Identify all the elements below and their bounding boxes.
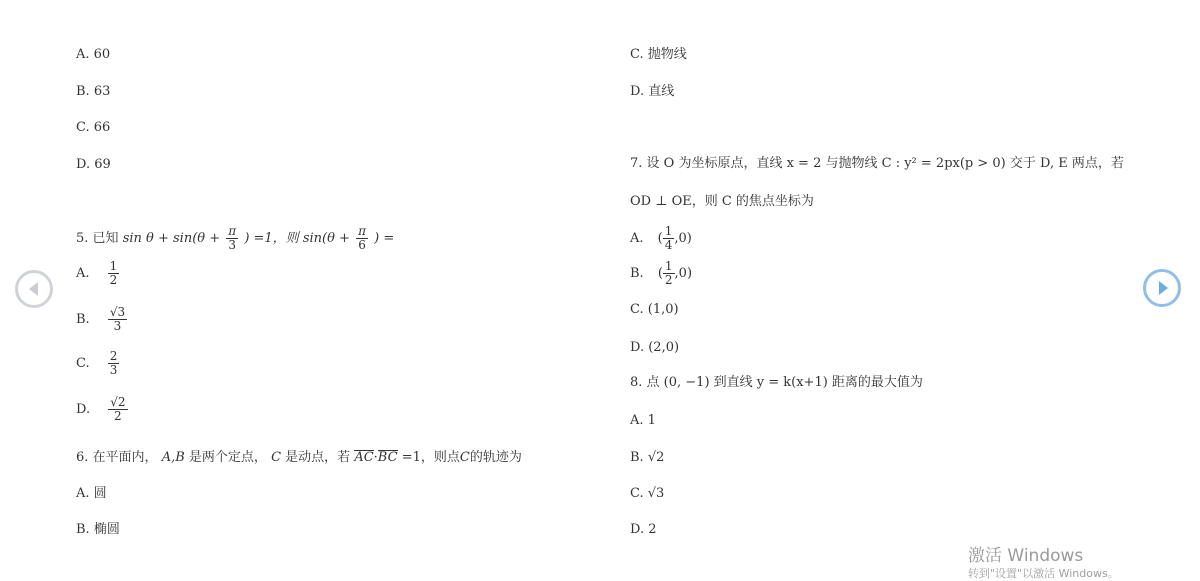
q7-stem-line2: OD ⊥ OE，则 C 的焦点坐标为 bbox=[630, 194, 814, 209]
frac-num: 1 bbox=[664, 259, 673, 273]
frac-den: 3 bbox=[113, 319, 122, 333]
q6-mid1: 是两个定点， bbox=[188, 450, 267, 465]
q6-option-a: A. 圆 bbox=[76, 486, 107, 501]
activate-windows-hint: 转到"设置"以激活 Windows。 bbox=[968, 567, 1119, 580]
q7-option-d: D. (2,0) bbox=[630, 340, 680, 355]
q6-dot: · bbox=[373, 450, 378, 465]
option-letter: B. bbox=[630, 266, 644, 281]
q5-frac-pi-3 bbox=[226, 225, 238, 252]
q4-option-c: C. 66 bbox=[76, 120, 111, 135]
q5-option-a bbox=[76, 260, 121, 287]
q6-mid3: =1，则点 bbox=[401, 450, 460, 465]
chevron-left-icon bbox=[18, 273, 50, 305]
option-post: ,0) bbox=[674, 231, 692, 246]
option-pre: ( bbox=[657, 266, 663, 281]
q5-frac-den: 6 bbox=[358, 238, 366, 252]
q6-suffix: 的轨迹为 bbox=[469, 450, 522, 465]
next-page-button[interactable] bbox=[1143, 269, 1181, 307]
option-letter: C. bbox=[76, 356, 90, 371]
frac-num: 1 bbox=[664, 224, 673, 238]
frac-den: 2 bbox=[109, 273, 118, 287]
frac-num: 2 bbox=[109, 349, 118, 363]
option-post: ,0) bbox=[674, 266, 693, 281]
frac-den: 2 bbox=[664, 273, 673, 287]
q8-option-a: A. 1 bbox=[630, 413, 656, 428]
option-letter: A. bbox=[630, 231, 644, 246]
option-letter: A. bbox=[76, 266, 90, 281]
q4-option-d: D. 69 bbox=[76, 157, 111, 172]
q5-expr1: sin θ + sin(θ + bbox=[122, 231, 221, 246]
q5-frac-den: 3 bbox=[228, 238, 237, 252]
q6-c: C bbox=[271, 450, 282, 465]
q5-expr2: ) =1，则 sin(θ + bbox=[244, 231, 350, 246]
q6-mid2: 是动点，若 bbox=[285, 450, 351, 465]
q7-option-b bbox=[630, 259, 692, 289]
q5-option-c bbox=[76, 350, 121, 377]
option-fraction bbox=[663, 260, 675, 287]
q6-option-d: D. 直线 bbox=[630, 84, 675, 99]
q5-frac-num: π bbox=[358, 224, 366, 238]
q8-stem: 8. 点 (0, −1) 到直线 y = k(x+1) 距离的最大值为 bbox=[630, 375, 923, 390]
option-fraction bbox=[108, 350, 120, 377]
option-fraction bbox=[108, 306, 127, 333]
option-fraction bbox=[108, 260, 120, 287]
q7-stem-line1: 7. 设 O 为坐标原点，直线 x = 2 与抛物线 C : y² = 2px(p > 0) 交于 D, E 两点，若 bbox=[630, 156, 1124, 171]
activate-windows-title: 激活 Windows bbox=[968, 546, 1084, 566]
q6-vector-ac: AC bbox=[354, 450, 374, 465]
q6-option-c: C. 抛物线 bbox=[630, 47, 687, 62]
q5-stem bbox=[76, 222, 394, 256]
q5-option-b bbox=[76, 306, 129, 333]
option-pre: ( bbox=[657, 231, 663, 246]
q4-option-a: A. 60 bbox=[76, 47, 111, 62]
chevron-right-icon bbox=[1146, 272, 1178, 304]
q6-prefix: 6. 在平面内， bbox=[76, 450, 158, 465]
option-fraction bbox=[663, 225, 675, 252]
frac-den: 3 bbox=[109, 363, 118, 377]
prev-page-button[interactable] bbox=[15, 270, 53, 308]
q5-prefix: 5. 已知 bbox=[76, 231, 119, 246]
frac-den: 2 bbox=[114, 409, 122, 423]
q5-frac-pi-6 bbox=[356, 225, 368, 252]
option-fraction bbox=[108, 396, 127, 423]
q5-option-d bbox=[76, 396, 130, 423]
q5-expr3: ) = bbox=[374, 231, 395, 246]
frac-den: 4 bbox=[664, 238, 673, 252]
q6-option-b: B. 椭圆 bbox=[76, 522, 120, 537]
q6-vector-bc: BC bbox=[377, 450, 398, 465]
q8-option-b: B. √2 bbox=[630, 450, 665, 465]
q6-c2: C bbox=[459, 450, 470, 465]
option-letter: B. bbox=[76, 312, 90, 327]
q7-option-a bbox=[630, 224, 692, 254]
q8-option-c: C. √3 bbox=[630, 486, 665, 501]
q4-option-b: B. 63 bbox=[76, 84, 111, 99]
q8-option-d: D. 2 bbox=[630, 522, 657, 537]
q5-frac-num: π bbox=[228, 224, 237, 238]
frac-num: √2 bbox=[110, 395, 126, 409]
frac-num: 1 bbox=[109, 259, 118, 273]
q7-option-c: C. (1,0) bbox=[630, 302, 679, 317]
q6-stem bbox=[76, 450, 522, 466]
frac-num: √3 bbox=[109, 305, 126, 319]
option-letter: D. bbox=[76, 402, 91, 417]
q6-ab: A,B bbox=[161, 450, 185, 465]
